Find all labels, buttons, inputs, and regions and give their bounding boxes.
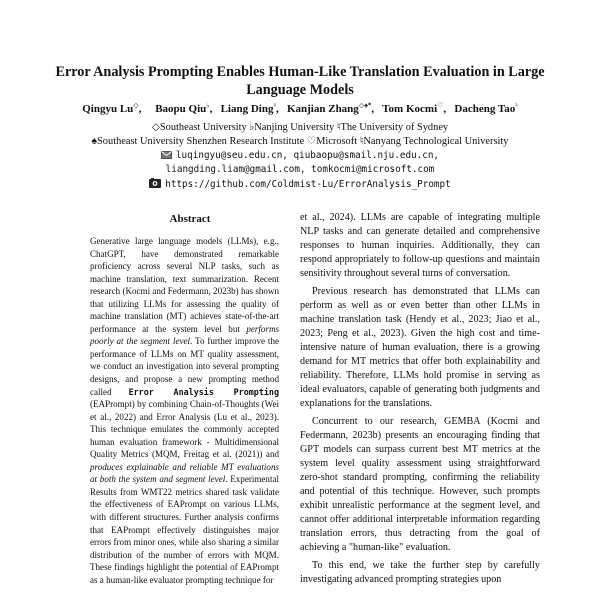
affiliations-line-2: ♠Southeast University Shenzhen Research Institute ♡Microsoft ♮Nanyang Technological University	[91, 136, 509, 147]
affiliations-line-1: ◇Southeast University ♭Nanjing University ♮The University of Sydney	[151, 122, 449, 133]
abstract-text: Generative large language models (LLMs), e.g., ChatGPT, have demonstrated remarkable proficiency across several NLP tasks, such as machine translation, text summarization. Recent research (Kocmi and Federmann, 2023b) has shown that utilizing LLMs for assessing the quality of machine translation (MT) achieves state-of-the-art performance at the system level but	[90, 236, 279, 334]
author-mark: ♮	[515, 101, 518, 110]
author-mark: ◇♠*	[358, 101, 372, 110]
github-icon	[149, 178, 161, 188]
paragraph: et al., 2024). LLMs are capable of integrating multiple NLP tasks and can generate detailed and comprehensive responses to human inquiries. Additionally, they can respond appropriately to follow-up questions and maintain sensitivity throughout several turns of conversation.	[300, 212, 540, 279]
email-line-2[interactable]: liangding.liam@gmail.com, tomkocmi@microsoft.com	[165, 164, 435, 175]
email-text[interactable]: luqingyu@seu.edu.cn, qiubaopu@smail.nju.edu.cn,	[175, 150, 440, 161]
paragraph: To this end, we take the further step by carefully investigating advanced prompting strategies upon	[300, 560, 540, 585]
abstract-text: . Experimental Results from WMT22 metrics shared task validate the effectiveness of EAPrompt on various LLMs, with different structures. Further analysis confirms that EAPrompt effectively distinguishes major errors from minor ones, while also sharing a similar distribution of the number of errors with MQM. These findings highlight the potential of EAPrompt as a human-like evaluator prompting technique for	[90, 474, 279, 585]
abstract-italic: produces explainable and reliable MT evaluations at both the system and segment level	[90, 461, 279, 485]
paragraph: Previous research has demonstrated that LLMs can perform as well as or even better than other LLMs in machine translation task (Hendy et al., 2023; Jiao et al., 2023; Peng et al., 2023). Given the high cost and time-intensive nature of human evaluation, there is a growing demand for MT metrics that offer both explainability and reliability. Therefore, LLMs hold promise in serving as ideal evaluators, capable of generating both judgments and explanations for the translations.	[300, 286, 540, 409]
right-column	[300, 211, 540, 587]
author-name: Dacheng Tao	[454, 103, 516, 115]
author-mark: ◇	[133, 101, 139, 110]
author-mark: ♡	[437, 101, 444, 110]
author-name: Liang Ding	[220, 103, 274, 115]
author-mark: ♮	[273, 101, 276, 110]
abstract-text: . To further improve the performance of LLMs on MT quality assessment, we conduct an investigation into several prompting designs, and propose a new prompting method called	[90, 336, 279, 397]
method-name: Error Analysis Prompting	[128, 386, 280, 397]
author-name: Qingyu Lu	[82, 103, 134, 115]
abstract-heading: Abstract	[169, 213, 211, 225]
email-line-1	[20, 149, 580, 163]
paper-title: Error Analysis Prompting Enables Human-Like Translation Evaluation in Large Language Models	[55, 64, 545, 98]
author-mark: ♭	[206, 101, 210, 110]
abstract-text: (EAPrompt) by combining Chain-of-Thoughts (Wei et al., 2022) and Error Analysis (Lu et al., 2023). This technique emulates the commonly accepted human evaluation framework - Multidimensional Quality Metrics (MQM, Freitag et al. (2021)) and	[90, 399, 279, 460]
github-line	[20, 178, 580, 192]
github-link[interactable]: https://github.com/Coldmist-Lu/ErrorAnalysis_Prompt	[165, 179, 451, 190]
abstract-italic: performs poorly at the segment level	[90, 323, 279, 347]
abstract-body	[90, 235, 279, 586]
author-name: Kanjian Zhang	[286, 103, 359, 115]
email-icon	[161, 151, 172, 159]
author-list: Qingyu Lu◇, Baopu Qiu♭, Liang Ding♮, Kanjian Zhang◇♠*, Tom Kocmi♡, Dacheng Tao♮	[82, 101, 518, 115]
paragraph: Concurrent to our research, GEMBA (Kocmi and Federmann, 2023b) presents an encouraging finding that GPT models can surpass current best MT metrics at the system level quality assessment using straightforward zero-shot standard prompting, confirming the reliability and potential of this technique. However, such prompts exhibit unrealistic performance at the segment level, and cannot offer additional interpretable information regarding translation errors, thus detracting from the goal of achieving a "human-like" evaluation.	[300, 416, 540, 553]
author-name: Tom Kocmi	[382, 103, 438, 115]
author-name: Baopu Qiu	[155, 103, 207, 115]
